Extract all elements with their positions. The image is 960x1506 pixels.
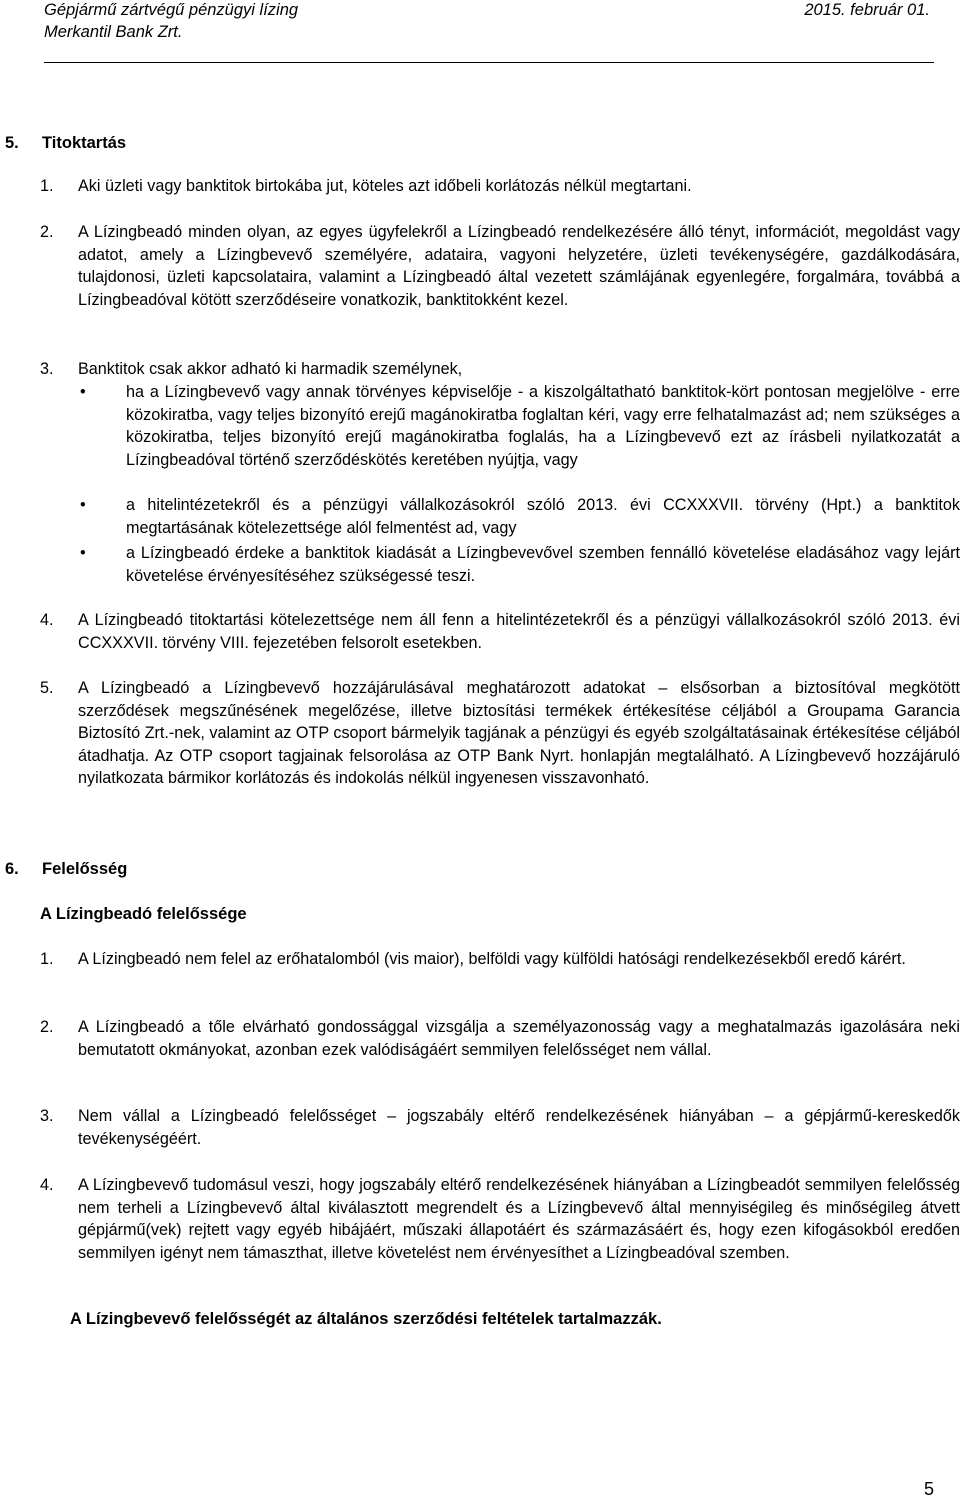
item-text: A Lízingbeadó minden olyan, az egyes ügyfelekről a Lízingbeadó rendelkezésére álló tényt, információt, megoldást vagy adatot, amely a Lízingbevevő személyére, adataira, vagyoni helyzetére, üzleti tevékenységére, gazdálkodására, tulajdonosi, üzleti kapcsolataira, valamint a Lízingbeadó által vezetett számlájának egyenlegére, forgalmára, továbbá a Lízingbeadóval kötött szerződéseire vonatkozik, banktitokként kezel. — [78, 223, 960, 309]
section-number: 5. — [5, 134, 19, 152]
bullet-text: a hitelintézetekről és a pénzügyi vállalkozásokról szóló 2013. évi CCXXXVII. törvény (Hpt.) a banktitok megtartásának kötelezettsége alól felmentést ad, vagy — [126, 496, 960, 537]
item-number: 3. — [40, 1107, 54, 1125]
list-item — [40, 677, 960, 790]
section-heading — [5, 858, 127, 880]
list-item — [40, 175, 960, 198]
item-text: A Lízingbeadó a Lízingbevevő hozzájárulásával meghatározott adatokat – elsősorban a biztosítóval megkötött szerződések megszűnésének megelőzése, illetve biztosítási termékek értékesítése céljából a Groupama Garancia Biztosító Zrt.-nek, valamint az OTP csoport bármelyik tagjának a pénzügyi és egyéb szolgáltatásainak értékesítése céljából átadhatja. Az OTP csoport tagjainak felsorolása az OTP Bank Nyrt. honlapján megtalálható. A Lízingbevevő hozzájáruló nyilatkozata bármikor korlátozás és indokolás nélkül ingyenesen visszavonható. — [78, 679, 960, 788]
list-item — [40, 221, 960, 311]
item-text: Aki üzleti vagy banktitok birtokába jut, köteles azt időbeli korlátozás nélkül megtartani. — [78, 177, 692, 195]
bullet-item — [80, 381, 960, 471]
bullet-icon: • — [80, 496, 86, 514]
item-number: 4. — [40, 611, 54, 629]
item-text: Banktitok csak akkor adható ki harmadik személynek, — [78, 360, 463, 378]
subsection-title: A Lízingbeadó felelőssége — [40, 905, 247, 923]
bullet-text: a Lízingbeadó érdeke a banktitok kiadását a Lízingbevevővel szemben fennálló követelése eladásához vagy lejárt követelése érvényesítéséhez szükségessé teszi. — [126, 544, 960, 585]
header-rule — [44, 62, 934, 63]
liability-note: A Lízingbevevő felelősségét az általános szerződési feltételek tartalmazzák. — [70, 1310, 662, 1328]
doc-date: 2015. február 01. — [804, 1, 930, 19]
item-number: 1. — [40, 177, 54, 195]
section-heading — [5, 132, 126, 154]
bullet-text: ha a Lízingbevevő vagy annak törvényes képviselője - a kiszolgáltatható banktitok-kört pontosan megjelölve - erre közokiratba, vagy teljes bizonyító erejű magánokiratba foglaltan kéri, vagy erre felhatalmazást ad; nem szükséges a közokiratba, teljes bizonyító erejű magánokiratba foglalás, ha a Lízingbevevő ezt az írásbeli nyilatkozatát a Lízingbeadóval történő szerződéskötés keretében nyújtja, vagy — [126, 383, 960, 469]
bullet-item — [80, 542, 960, 587]
doc-title: Gépjármű zártvégű pénzügyi lízing — [44, 1, 299, 19]
item-text: A Lízingbevevő tudomásul veszi, hogy jogszabály eltérő rendelkezésének hiányában a Lízingbeadót semmilyen felelősség nem terheli a Lízingbevevő által kiválasztott megrendelt és a Lízingbevevő által mennyiségileg és minőségileg átvett gépjármű(vek) rejtett vagy egyéb hibájáért, műszaki állapotáért és származásáért és, hogy ezen kifogásokból eredően semmilyen igényt nem támaszthat, illetve követelést nem érvényesíthet a Lízingbeadóval szemben. — [78, 1176, 960, 1262]
list-item — [40, 948, 960, 971]
list-item — [40, 1174, 960, 1264]
bullet-icon: • — [80, 383, 86, 401]
item-number: 4. — [40, 1176, 54, 1194]
bullet-icon: • — [80, 544, 86, 562]
list-item — [40, 1105, 960, 1150]
section-title: Titoktartás — [42, 134, 127, 152]
section-title: Felelősség — [42, 860, 128, 878]
item-text: A Lízingbeadó titoktartási kötelezettsége nem áll fenn a hitelintézetekről és a pénzügyi vállalkozásokról szóló 2013. évi CCXXXVII. törvény VIII. fejezetében felsorolt esetekben. — [78, 611, 960, 652]
item-number: 2. — [40, 1018, 54, 1036]
item-text: A Lízingbeadó nem felel az erőhatalomból (vis maior), belföldi vagy külföldi hatósági rendelkezésekből eredő kárért. — [78, 950, 906, 968]
company-name: Merkantil Bank Zrt. — [44, 23, 183, 41]
bullet-item — [80, 494, 960, 539]
item-number: 3. — [40, 360, 54, 378]
list-item — [40, 358, 960, 381]
item-number: 1. — [40, 950, 54, 968]
page-number: 5 — [923, 1479, 934, 1499]
item-number: 2. — [40, 223, 54, 241]
item-text: A Lízingbeadó a tőle elvárható gondossággal vizsgálja a személyazonosság vagy a meghatalmazás igazolására neki bemutatott okmányokat, azonban ezek valódiságáért semmilyen felelősséget nem vállal. — [78, 1018, 960, 1059]
section-number: 6. — [5, 860, 19, 878]
item-number: 5. — [40, 679, 54, 697]
list-item — [40, 1016, 960, 1061]
list-item — [40, 609, 960, 654]
item-text: Nem vállal a Lízingbeadó felelősséget – jogszabály eltérő rendelkezésének hiányában – a gépjármű-kereskedők tevékenységéért. — [78, 1107, 960, 1148]
